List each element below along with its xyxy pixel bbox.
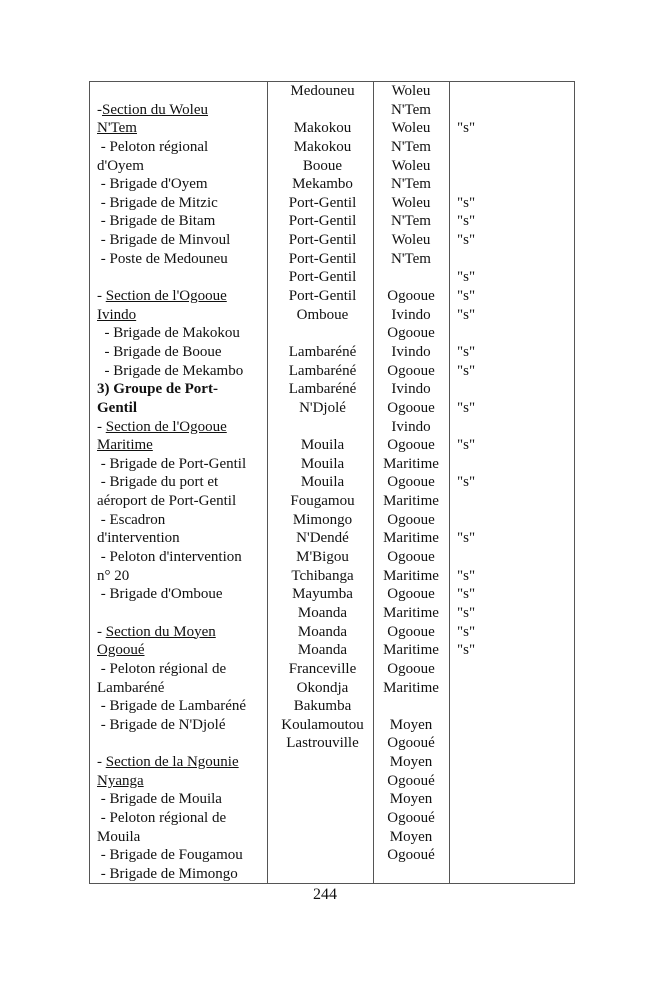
town-cell: Mouila (300, 437, 345, 454)
town-cell (272, 324, 373, 343)
unit-line: - Escadron (97, 511, 166, 528)
province-cell: Woleu (391, 83, 431, 99)
unit-line: - Brigade de Mekambo (97, 362, 244, 379)
town-cell: Booue (302, 157, 343, 174)
column-divider (449, 82, 450, 883)
province-cell: Moyen (389, 754, 433, 771)
underlined-heading: Section du Woleu (102, 101, 209, 118)
mark-cell (457, 418, 517, 437)
province-cell: N'Tem (391, 138, 431, 155)
town-cell: Bakumba (293, 698, 352, 715)
province-cell: Ogooué (387, 772, 435, 789)
province-cell (375, 697, 447, 716)
unit-line: - Brigade de Port-Gentil (97, 455, 247, 472)
unit-line: - Peloton d'intervention (97, 549, 242, 566)
province-cell: Maritime (383, 679, 439, 696)
underlined-heading: Section de l'Ogooue (105, 418, 227, 435)
town-cell: Lambaréné (288, 381, 357, 398)
town-cell: Franceville (288, 660, 357, 677)
page-number: 244 (313, 886, 337, 903)
province-cell: Moyen (389, 791, 433, 808)
underlined-heading: Nyanga (97, 772, 144, 789)
province-cell: Woleu (391, 120, 431, 137)
unit-line: - Brigade d'Omboue (97, 586, 223, 603)
town-cell: Port-Gentil (288, 213, 357, 230)
mark-cell: "s" (457, 120, 476, 137)
province-cell: Ogooue (387, 474, 435, 491)
unit-line: - Brigade de Mimongo (97, 865, 238, 882)
town-cell: Tchibanga (291, 567, 354, 584)
mark-cell (457, 101, 517, 120)
mark-cell (457, 250, 517, 269)
unit-line: Lambaréné (97, 679, 165, 696)
column-divider (267, 82, 268, 883)
unit-line: d'Oyem (97, 157, 144, 174)
mark-cell: "s" (457, 586, 476, 603)
mark-cell (457, 492, 517, 511)
province-cell: Ivindo (391, 418, 431, 435)
province-cell: Maritime (383, 642, 439, 659)
unit-line: - Brigade de Makokou (97, 325, 240, 342)
unit-line: - Peloton régional (97, 138, 209, 155)
unit-line: aéroport de Port-Gentil (97, 493, 237, 510)
province-cell: Ogooue (387, 437, 435, 454)
unit-line: - Section du Moyen (97, 623, 216, 640)
unit-line: - Brigade du port et (97, 474, 219, 491)
underlined-heading: Ogooué (97, 642, 145, 659)
province-cell: N'Tem (391, 213, 431, 230)
town-cell: Lambaréné (288, 343, 357, 360)
province-cell: Moyen (389, 716, 433, 733)
underlined-heading: Ivindo (97, 306, 137, 323)
underlined-heading: Section du Moyen (105, 623, 216, 640)
town-cell: N'Djolé (299, 399, 346, 416)
unit-line: - Peloton régional de (97, 660, 227, 677)
town-cell: Mayumba (292, 586, 353, 603)
town-cell: Port-Gentil (288, 288, 357, 305)
province-cell: Maritime (383, 530, 439, 547)
unit-line: - Brigade de Booue (97, 343, 222, 360)
province-cell: Woleu (391, 232, 431, 249)
underlined-heading: Section de l'Ogooue (105, 288, 227, 305)
town-cell (272, 101, 373, 120)
province-cell: Ogooue (387, 399, 435, 416)
mark-cell (457, 138, 517, 157)
town-cell: Port-Gentil (288, 269, 357, 286)
unit-line: - Peloton régional de (97, 809, 227, 826)
unit-line (97, 436, 267, 455)
mark-cell: "s" (457, 604, 476, 621)
unit-column (97, 82, 267, 884)
mark-cell: "s" (457, 288, 476, 305)
underlined-heading: N'Tem (97, 120, 137, 137)
province-cell: Ogooué (387, 735, 435, 752)
unit-line: - Brigade de Bitam (97, 213, 216, 230)
province-cell: N'Tem (391, 176, 431, 193)
province-cell: Ivindo (391, 306, 431, 323)
unit-line: 3) Groupe de Port- (97, 381, 218, 398)
province-cell: Maritime (383, 493, 439, 510)
unit-line: - Brigade de Minvoul (97, 232, 231, 249)
town-cell: N'Dendé (296, 530, 349, 547)
province-column (375, 82, 447, 865)
town-cell: Medouneu (290, 83, 355, 99)
mark-cell: "s" (457, 343, 476, 360)
mark-cell: "s" (457, 194, 476, 211)
mark-cell: "s" (457, 530, 476, 547)
unit-line: Mouila (97, 828, 141, 845)
mark-cell: "s" (457, 474, 476, 491)
province-cell: Ogooue (387, 362, 435, 379)
province-cell: Maritime (383, 604, 439, 621)
town-cell: Koulamoutou (281, 716, 364, 733)
province-cell: Moyen (389, 828, 433, 845)
unit-line (97, 641, 267, 660)
province-cell: Ogooue (387, 549, 435, 566)
town-cell: Port-Gentil (288, 232, 357, 249)
unit-line: - Brigade de Lambaréné (97, 698, 247, 715)
unit-line (97, 604, 267, 623)
mark-cell (457, 380, 517, 399)
unit-line: - Brigade de Mouila (97, 791, 222, 808)
town-cell: Mimongo (292, 511, 353, 528)
town-cell: Okondja (296, 679, 349, 696)
province-cell: Maritime (383, 455, 439, 472)
province-cell: Ogooue (387, 586, 435, 603)
town-cell: Moanda (297, 604, 348, 621)
unit-line: - Poste de Medouneu (97, 250, 228, 267)
town-cell: Mekambo (292, 176, 353, 193)
unit-line (97, 82, 267, 101)
province-cell: Woleu (391, 157, 431, 174)
unit-line: - Brigade de Fougamou (97, 847, 243, 864)
unit-line (97, 119, 267, 138)
province-cell: Ogooue (387, 660, 435, 677)
mark-cell (457, 511, 517, 530)
town-cell: Mouila (300, 474, 345, 491)
mark-cell (457, 324, 517, 343)
mark-cell: "s" (457, 362, 476, 379)
mark-cell: "s" (457, 306, 476, 323)
town-cell: Lambaréné (288, 362, 357, 379)
unit-line: -Section du Woleu (97, 101, 209, 118)
town-cell: M'Bigou (296, 549, 349, 566)
unit-line (97, 306, 267, 325)
unit-line: n° 20 (97, 567, 130, 584)
town-cell: Omboue (296, 306, 349, 323)
column-divider (373, 82, 374, 883)
unit-line: Gentil (97, 399, 137, 416)
province-cell: Ogooué (387, 809, 435, 826)
unit-line (97, 734, 267, 753)
province-cell: N'Tem (391, 250, 431, 267)
unit-line (97, 772, 267, 791)
mark-cell: "s" (457, 399, 476, 416)
underlined-heading: Maritime (97, 437, 153, 454)
mark-cell: "s" (457, 269, 476, 286)
town-cell: Port-Gentil (288, 194, 357, 211)
unit-line: d'intervention (97, 530, 180, 547)
mark-cell (457, 175, 517, 194)
mark-cell: "s" (457, 232, 476, 249)
province-cell: Maritime (383, 567, 439, 584)
town-cell: Port-Gentil (288, 250, 357, 267)
town-cell: Fougamou (290, 493, 355, 510)
province-cell: Ivindo (391, 381, 431, 398)
mark-cell (457, 455, 517, 474)
underlined-heading: Section de la Ngounie (105, 754, 239, 771)
mark-cell: "s" (457, 642, 476, 659)
mark-cell: "s" (457, 623, 476, 640)
mark-cell: "s" (457, 437, 476, 454)
mark-column (457, 82, 517, 660)
province-cell: Ogooue (387, 325, 435, 342)
town-cell (272, 418, 373, 437)
town-cell: Moanda (297, 623, 348, 640)
province-cell: Ogooue (387, 288, 435, 305)
province-cell: N'Tem (391, 101, 431, 118)
town-column (272, 82, 373, 753)
province-cell: Ogooué (387, 847, 435, 864)
unit-line: - Brigade d'Oyem (97, 176, 208, 193)
mark-cell (457, 548, 517, 567)
town-cell: Makokou (293, 138, 352, 155)
province-cell: Woleu (391, 194, 431, 211)
town-cell: Lastrouville (286, 735, 359, 752)
province-cell: Ogooue (387, 511, 435, 528)
unit-line: - Brigade de N'Djolé (97, 716, 226, 733)
town-cell: Mouila (300, 455, 345, 472)
province-cell (375, 268, 447, 287)
mark-cell (457, 157, 517, 176)
unit-line: - Section de la Ngounie (97, 754, 239, 771)
unit-line: - Brigade de Mitzic (97, 194, 218, 211)
town-cell: Moanda (297, 642, 348, 659)
unit-line: - Section de l'Ogooue (97, 418, 227, 435)
mark-cell: "s" (457, 213, 476, 230)
mark-cell: "s" (457, 567, 476, 584)
unit-line (97, 268, 267, 287)
province-cell: Ivindo (391, 343, 431, 360)
mark-cell (457, 82, 517, 101)
table (89, 81, 575, 884)
unit-line: - Section de l'Ogooue (97, 288, 227, 305)
town-cell: Makokou (293, 120, 352, 137)
province-cell: Ogooue (387, 623, 435, 640)
